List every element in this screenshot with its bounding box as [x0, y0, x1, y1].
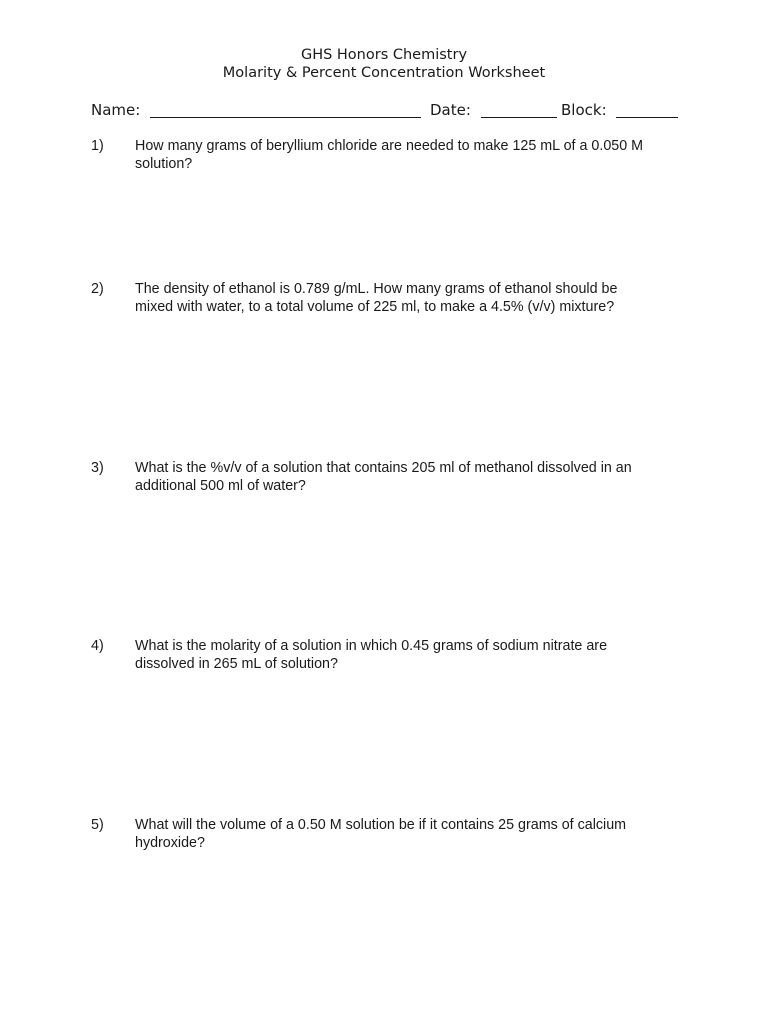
question-line: additional 500 ml of water?	[135, 478, 306, 494]
date-blank-line[interactable]	[481, 117, 557, 118]
name-label: Name:	[91, 101, 141, 119]
worksheet-header	[0, 46, 768, 82]
question-text	[135, 637, 695, 673]
worksheet-title: GHS Honors Chemistry	[300, 47, 468, 63]
question-number: 2)	[91, 281, 104, 297]
question-text	[135, 816, 695, 852]
question-number: 4)	[91, 638, 104, 654]
student-info-row	[91, 101, 691, 121]
block-blank-line[interactable]	[616, 117, 678, 118]
question-line: What will the volume of a 0.50 M solution be if it contains 25 grams of calcium	[135, 817, 627, 833]
question-number: 3)	[91, 460, 104, 476]
question-number: 1)	[91, 138, 104, 154]
question-line: What is the molarity of a solution in which 0.45 grams of sodium nitrate are	[135, 638, 608, 654]
block-label: Block:	[561, 101, 607, 119]
question-text	[135, 137, 695, 173]
question-line: solution?	[135, 156, 193, 172]
question-line: dissolved in 265 mL of solution?	[135, 656, 338, 672]
question-line: What is the %v/v of a solution that contains 205 ml of methanol dissolved in an	[135, 460, 632, 476]
name-blank-line[interactable]	[150, 117, 421, 118]
question-line: The density of ethanol is 0.789 g/mL. How many grams of ethanol should be	[135, 281, 618, 297]
question-number: 5)	[91, 817, 104, 833]
date-label: Date:	[430, 101, 471, 119]
worksheet-subtitle: Molarity & Percent Concentration Worksheet	[222, 65, 546, 81]
question-text	[135, 459, 695, 495]
question-line: hydroxide?	[135, 835, 205, 851]
question-text	[135, 280, 695, 316]
question-line: mixed with water, to a total volume of 225 ml, to make a 4.5% (v/v) mixture?	[135, 299, 615, 315]
question-line: How many grams of beryllium chloride are needed to make 125 mL of a 0.050 M	[135, 138, 644, 154]
